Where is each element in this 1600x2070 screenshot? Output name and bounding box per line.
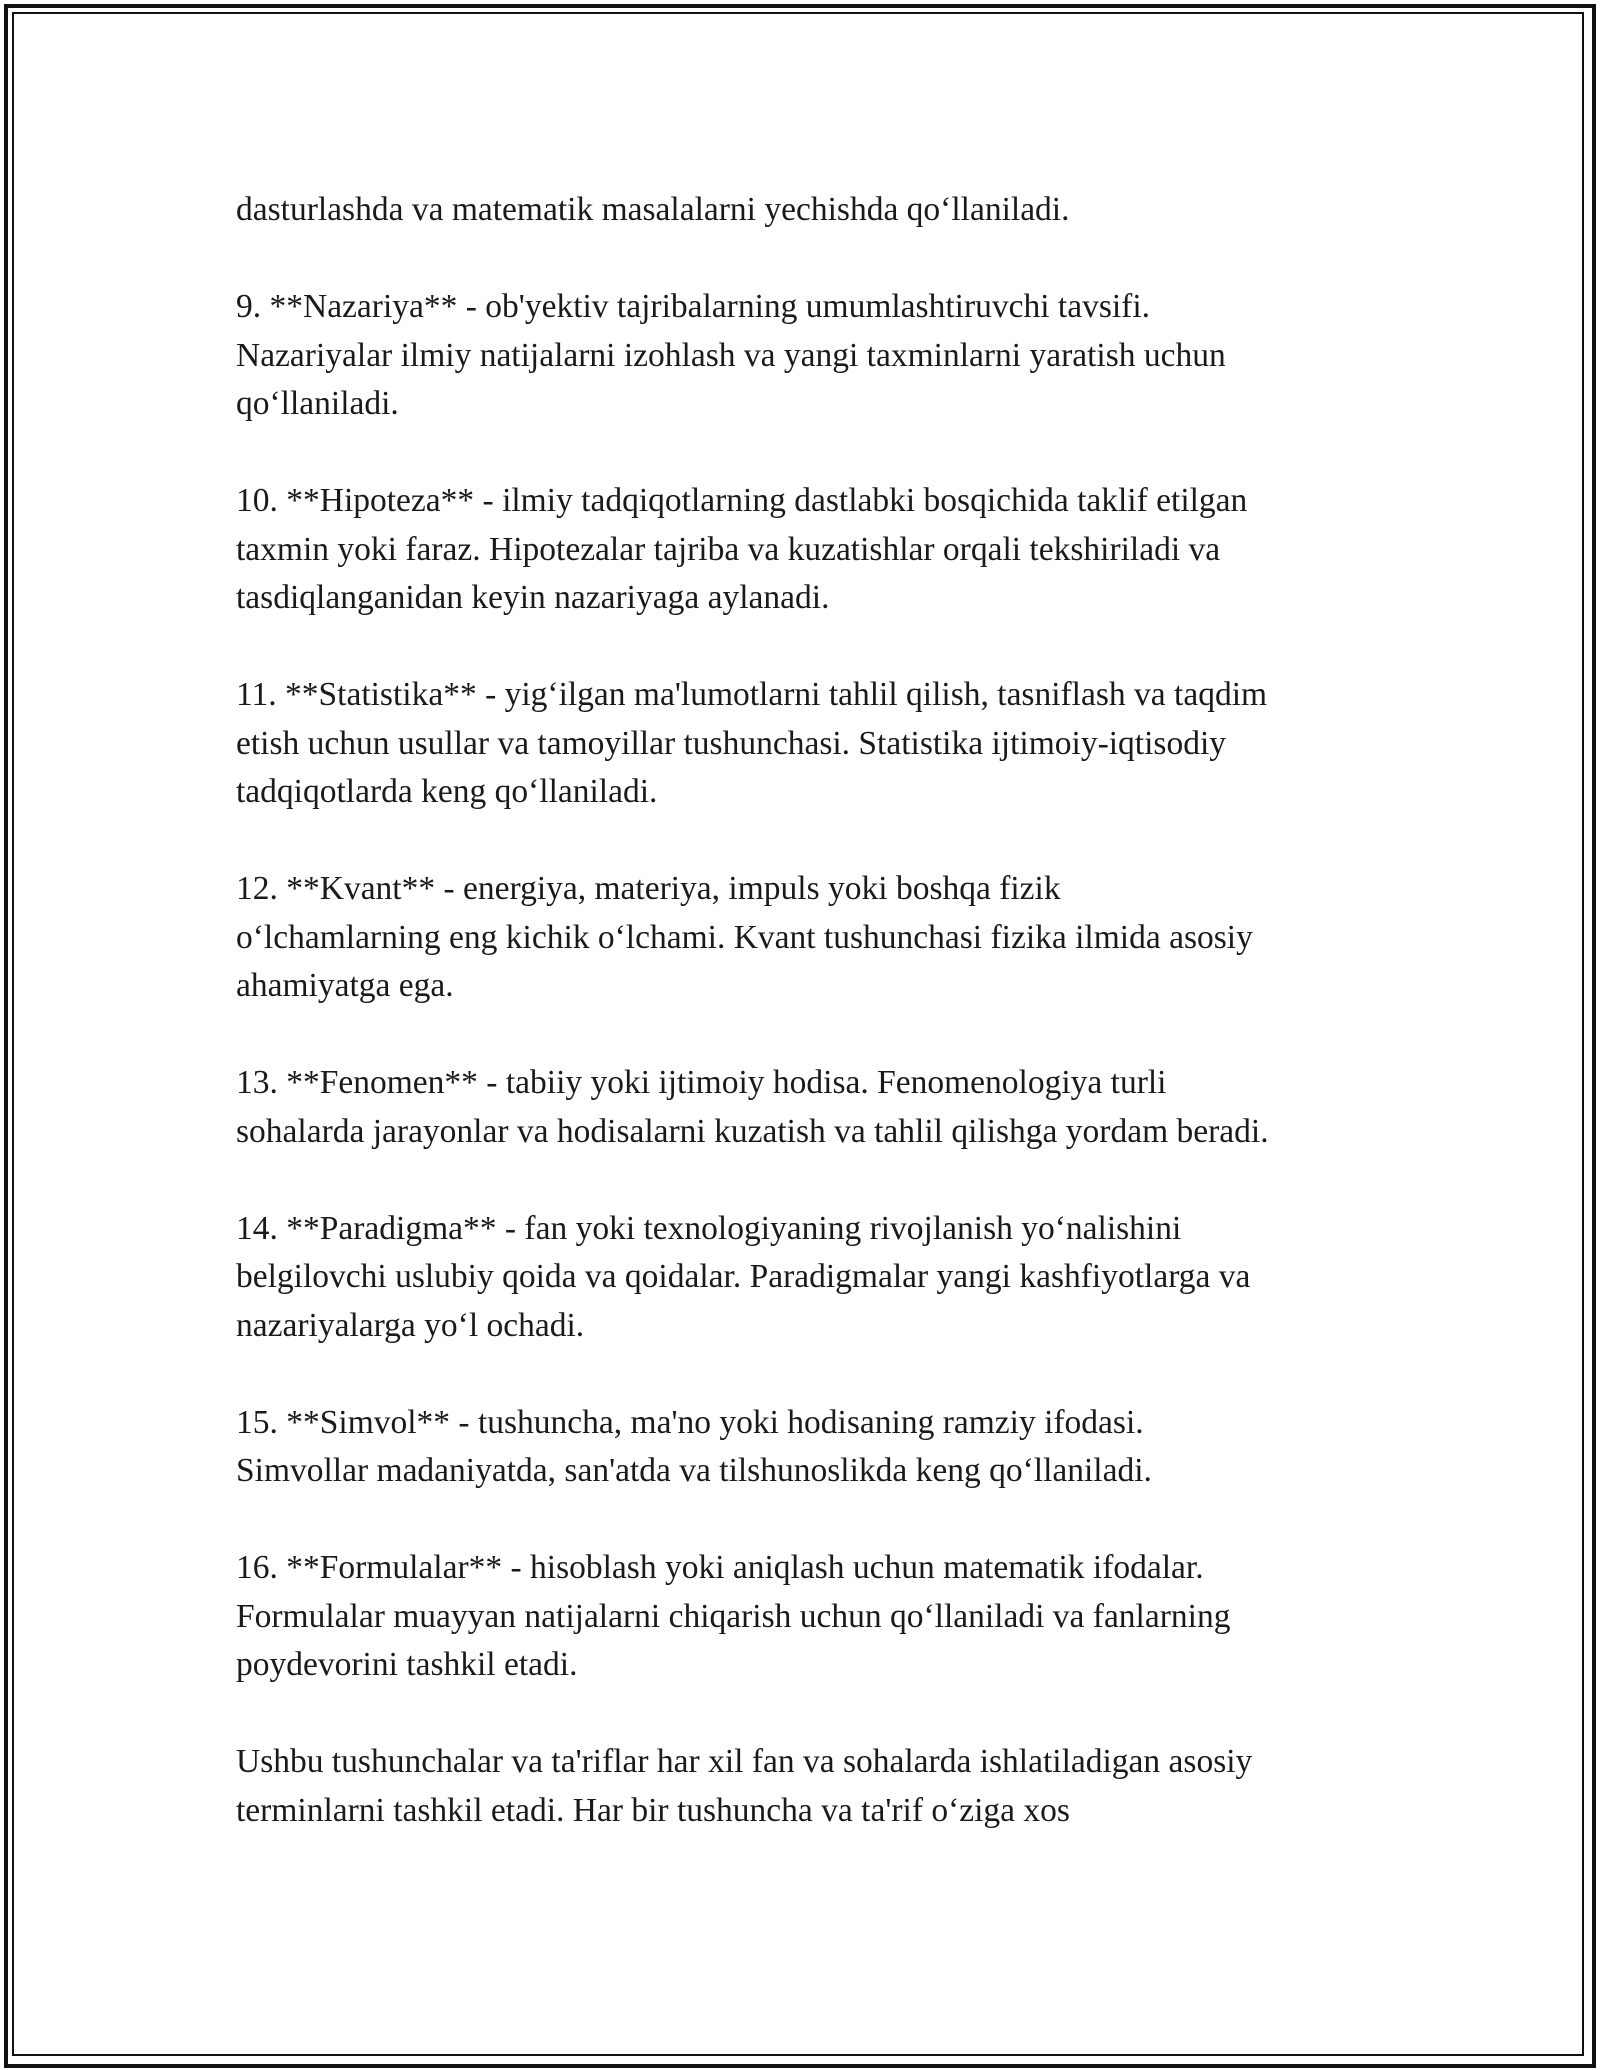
text-line: Formulalar muayyan natijalarni chiqarish uchun qo‘llaniladi va fanlarning xyxy=(236,1597,1231,1635)
paragraph-conclusion xyxy=(236,1738,1376,1835)
text-line: poydevorini tashkil etadi. xyxy=(236,1646,578,1683)
text-line: 15. **Simvol** - tushuncha, ma'no yoki hodisaning ramziy ifodasi. xyxy=(236,1403,1144,1441)
text-line: Ushbu tushunchalar va ta'riflar har xil fan va sohalarda ishlatiladigan asosiy xyxy=(236,1743,1253,1780)
paragraph-item-10-hipoteza xyxy=(236,477,1376,623)
text-line: 11. **Statistika** - yig‘ilgan ma'lumotlarni tahlil qilish, tasniflash va taqdim xyxy=(236,676,1268,713)
paragraph-item-16-formulalar xyxy=(236,1544,1376,1690)
text-line: terminlarni tashkil etadi. Har bir tushuncha va ta'rif o‘ziga xos xyxy=(236,1791,1070,1829)
paragraph-item-14-paradigma xyxy=(236,1205,1376,1351)
text-line: 16. **Formulalar** - hisoblash yoki aniqlash uchun matematik ifodalar. xyxy=(236,1549,1204,1586)
text-line: 13. **Fenomen** - tabiiy yoki ijtimoiy hodisa. Fenomenologiya turli xyxy=(236,1064,1167,1101)
text-line: dasturlashda va matematik masalalarni yechishda qo‘llaniladi. xyxy=(236,191,1070,228)
text-line: taxmin yoki faraz. Hipotezalar tajriba va kuzatishlar orqali tekshiriladi va xyxy=(236,530,1221,568)
text-line: ahamiyatga ega. xyxy=(236,967,454,1004)
document-body xyxy=(236,186,1376,1884)
text-line: Simvollar madaniyatda, san'atda va tilshunoslikda keng qo‘llaniladi. xyxy=(236,1452,1152,1489)
paragraph-item-15-simvol xyxy=(236,1399,1376,1496)
text-line: tasdiqlanganidan keyin nazariyaga aylanadi. xyxy=(236,579,830,616)
text-line: Nazariyalar ilmiy natijalarni izohlash va yangi taxminlarni yaratish uchun xyxy=(236,336,1226,374)
text-line: nazariyalarga yo‘l ochadi. xyxy=(236,1306,585,1344)
text-line: 9. **Nazariya** - ob'yektiv tajribalarning umumlashtiruvchi tavsifi. xyxy=(236,288,1151,325)
paragraph-intro-continuation xyxy=(236,186,1376,235)
text-line: belgilovchi uslubiy qoida va qoidalar. Paradigmalar yangi kashfiyotlarga va xyxy=(236,1258,1251,1295)
text-line: tadqiqotlarda keng qo‘llaniladi. xyxy=(236,773,658,810)
paragraph-item-11-statistika xyxy=(236,671,1376,817)
paragraph-item-9-nazariya xyxy=(236,283,1376,429)
text-line: 12. **Kvant** - energiya, materiya, impuls yoki boshqa fizik xyxy=(236,870,1061,907)
text-line: 10. **Hipoteza** - ilmiy tadqiqotlarning dastlabki bosqichida taklif etilgan xyxy=(236,482,1248,519)
text-line: 14. **Paradigma** - fan yoki texnologiyaning rivojlanish yo‘nalishini xyxy=(236,1209,1182,1247)
text-line: etish uchun usullar va tamoyillar tushunchasi. Statistika ijtimoiy-iqtisodiy xyxy=(236,724,1227,762)
paragraph-item-13-fenomen xyxy=(236,1059,1376,1156)
paragraph-item-12-kvant xyxy=(236,865,1376,1011)
text-line: o‘lchamlarning eng kichik o‘lchami. Kvant tushunchasi fizika ilmida asosiy xyxy=(236,918,1253,956)
text-line: sohalarda jarayonlar va hodisalarni kuzatish va tahlil qilishga yordam beradi. xyxy=(236,1112,1269,1150)
text-line: qo‘llaniladi. xyxy=(236,385,399,422)
